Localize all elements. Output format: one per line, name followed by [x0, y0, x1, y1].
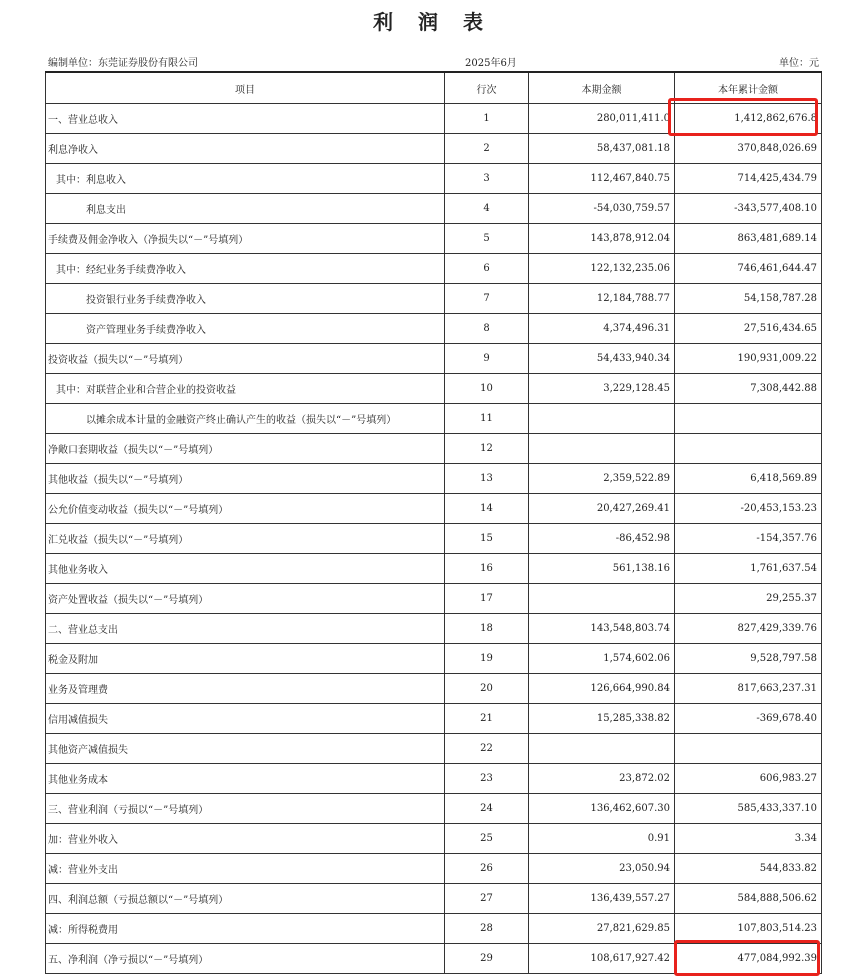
row-line-number: 24	[445, 794, 529, 824]
table-row	[46, 434, 822, 464]
row-item-label: 公允价值变动收益（损失以“－”号填列）	[46, 494, 445, 524]
row-current-amount	[529, 734, 675, 764]
table-row	[46, 824, 822, 854]
row-line-number: 29	[445, 944, 529, 974]
highlight-box-total-revenue-ytd	[668, 98, 818, 136]
row-ytd-amount: 54,158,787.28	[675, 284, 822, 314]
row-item-label: 其中：利息收入	[46, 164, 445, 194]
row-line-number: 21	[445, 704, 529, 734]
row-line-number: 12	[445, 434, 529, 464]
row-item-label: 三、营业利润（亏损以“－”号填列）	[46, 794, 445, 824]
row-line-number: 9	[445, 344, 529, 374]
currency-unit: 单位：元	[779, 58, 819, 69]
row-item-label: 五、净利润（净亏损以“－”号填列）	[46, 944, 445, 974]
row-current-amount: 136,462,607.30	[529, 794, 675, 824]
row-current-amount: 126,664,990.84	[529, 674, 675, 704]
row-item-label: 汇兑收益（损失以“－”号填列）	[46, 524, 445, 554]
row-line-number: 19	[445, 644, 529, 674]
row-item-label: 减：营业外支出	[46, 854, 445, 884]
row-line-number: 10	[445, 374, 529, 404]
column-header-current: 本期金额	[529, 72, 675, 104]
column-header-ytd: 本年累计金额	[675, 72, 822, 104]
row-line-number: 26	[445, 854, 529, 884]
row-current-amount: 54,433,940.34	[529, 344, 675, 374]
row-ytd-amount	[675, 734, 822, 764]
row-ytd-amount: -343,577,408.10	[675, 194, 822, 224]
row-current-amount: 0.91	[529, 824, 675, 854]
table-row	[46, 164, 822, 194]
row-ytd-amount: 3.34	[675, 824, 822, 854]
row-item-label: 减：所得税费用	[46, 914, 445, 944]
table-row	[46, 734, 822, 764]
row-line-number: 16	[445, 554, 529, 584]
row-ytd-amount: -20,453,153.23	[675, 494, 822, 524]
table-row	[46, 644, 822, 674]
row-current-amount: 3,229,128.45	[529, 374, 675, 404]
table-row	[46, 314, 822, 344]
row-line-number: 20	[445, 674, 529, 704]
row-current-amount: 27,821,629.85	[529, 914, 675, 944]
row-item-label: 其中：经纪业务手续费净收入	[46, 254, 445, 284]
row-current-amount: 136,439,557.27	[529, 884, 675, 914]
row-ytd-amount: 817,663,237.31	[675, 674, 822, 704]
row-current-amount: 12,184,788.77	[529, 284, 675, 314]
table-row	[46, 884, 822, 914]
row-ytd-amount: 606,983.27	[675, 764, 822, 794]
table-row	[46, 254, 822, 284]
row-item-label: 其他业务收入	[46, 554, 445, 584]
row-item-label: 资产处置收益（损失以“－”号填列）	[46, 584, 445, 614]
row-ytd-amount: -369,678.40	[675, 704, 822, 734]
row-line-number: 7	[445, 284, 529, 314]
row-ytd-amount: 714,425,434.79	[675, 164, 822, 194]
table-row	[46, 194, 822, 224]
table-row	[46, 914, 822, 944]
table-row	[46, 584, 822, 614]
row-line-number: 18	[445, 614, 529, 644]
row-line-number: 3	[445, 164, 529, 194]
row-item-label: 二、营业总支出	[46, 614, 445, 644]
row-ytd-amount: 370,848,026.69	[675, 134, 822, 164]
income-statement-table	[45, 71, 822, 974]
row-current-amount: 108,617,927.42	[529, 944, 675, 974]
row-current-amount: 15,285,338.82	[529, 704, 675, 734]
row-ytd-amount: 9,528,797.58	[675, 644, 822, 674]
table-row	[46, 614, 822, 644]
table-row	[46, 764, 822, 794]
row-current-amount: 58,437,081.18	[529, 134, 675, 164]
row-ytd-amount: 477,084,992.39	[675, 944, 822, 974]
row-current-amount	[529, 404, 675, 434]
row-item-label: 四、利润总额（亏损总额以“－”号填列）	[46, 884, 445, 914]
row-item-label: 税金及附加	[46, 644, 445, 674]
row-current-amount	[529, 584, 675, 614]
row-ytd-amount: 6,418,569.89	[675, 464, 822, 494]
row-ytd-amount: 827,429,339.76	[675, 614, 822, 644]
table-row	[46, 404, 822, 434]
row-ytd-amount: -154,357.76	[675, 524, 822, 554]
table-row	[46, 704, 822, 734]
row-current-amount: 4,374,496.31	[529, 314, 675, 344]
row-item-label: 利息净收入	[46, 134, 445, 164]
row-line-number: 25	[445, 824, 529, 854]
row-ytd-amount: 746,461,644.47	[675, 254, 822, 284]
table-row	[46, 794, 822, 824]
row-current-amount: 561,138.16	[529, 554, 675, 584]
row-ytd-amount: 585,433,337.10	[675, 794, 822, 824]
row-item-label: 一、营业总收入	[46, 104, 445, 134]
row-ytd-amount: 1,761,637.54	[675, 554, 822, 584]
row-current-amount: -86,452.98	[529, 524, 675, 554]
row-line-number: 14	[445, 494, 529, 524]
row-ytd-amount: 863,481,689.14	[675, 224, 822, 254]
row-line-number: 28	[445, 914, 529, 944]
table-row	[46, 224, 822, 254]
row-current-amount: 20,427,269.41	[529, 494, 675, 524]
row-ytd-amount: 27,516,434.65	[675, 314, 822, 344]
row-item-label: 利息支出	[46, 194, 445, 224]
row-item-label: 资产管理业务手续费净收入	[46, 314, 445, 344]
row-line-number: 23	[445, 764, 529, 794]
row-current-amount: 112,467,840.75	[529, 164, 675, 194]
row-item-label: 其他资产减值损失	[46, 734, 445, 764]
row-ytd-amount: 7,308,442.88	[675, 374, 822, 404]
row-current-amount: 2,359,522.89	[529, 464, 675, 494]
table-row	[46, 674, 822, 704]
row-ytd-amount: 29,255.37	[675, 584, 822, 614]
row-current-amount	[529, 434, 675, 464]
row-item-label: 加：营业外收入	[46, 824, 445, 854]
row-line-number: 22	[445, 734, 529, 764]
row-line-number: 4	[445, 194, 529, 224]
row-current-amount: 280,011,411.0	[529, 104, 675, 134]
row-current-amount: 143,548,803.74	[529, 614, 675, 644]
table-row	[46, 284, 822, 314]
row-item-label: 其他业务成本	[46, 764, 445, 794]
table-row	[46, 554, 822, 584]
row-current-amount: -54,030,759.57	[529, 194, 675, 224]
row-item-label: 业务及管理费	[46, 674, 445, 704]
row-line-number: 13	[445, 464, 529, 494]
row-item-label: 手续费及佣金净收入（净损失以“－”号填列）	[46, 224, 445, 254]
row-line-number: 5	[445, 224, 529, 254]
row-item-label: 其他收益（损失以“－”号填列）	[46, 464, 445, 494]
row-line-number: 27	[445, 884, 529, 914]
row-item-label: 以摊余成本计量的金融资产终止确认产生的收益（损失以“－”号填列）	[46, 404, 445, 434]
row-ytd-amount	[675, 434, 822, 464]
row-item-label: 净敞口套期收益（损失以“－”号填列）	[46, 434, 445, 464]
row-item-label: 其中：对联营企业和合营企业的投资收益	[46, 374, 445, 404]
row-item-label: 投资银行业务手续费净收入	[46, 284, 445, 314]
row-line-number: 6	[445, 254, 529, 284]
row-line-number: 11	[445, 404, 529, 434]
row-line-number: 8	[445, 314, 529, 344]
row-ytd-amount: 544,833.82	[675, 854, 822, 884]
row-line-number: 17	[445, 584, 529, 614]
report-period: 2025年6月	[465, 58, 517, 69]
row-line-number: 1	[445, 104, 529, 134]
row-line-number: 2	[445, 134, 529, 164]
row-current-amount: 1,574,602.06	[529, 644, 675, 674]
row-line-number: 15	[445, 524, 529, 554]
column-header-line: 行次	[445, 72, 529, 104]
table-row	[46, 524, 822, 554]
table-row	[46, 344, 822, 374]
row-current-amount: 23,050.94	[529, 854, 675, 884]
table-row	[46, 494, 822, 524]
table-row	[46, 854, 822, 884]
table-row	[46, 134, 822, 164]
row-ytd-amount: 190,931,009.22	[675, 344, 822, 374]
column-header-item: 项目	[46, 72, 445, 104]
row-current-amount: 122,132,235.06	[529, 254, 675, 284]
row-ytd-amount: 1,412,862,676.8	[675, 104, 822, 134]
table-row	[46, 374, 822, 404]
row-ytd-amount	[675, 404, 822, 434]
row-item-label: 信用减值损失	[46, 704, 445, 734]
page-title: 利 润 表	[373, 10, 492, 34]
highlight-box-net-profit-ytd	[674, 940, 820, 976]
row-ytd-amount: 584,888,506.62	[675, 884, 822, 914]
row-current-amount: 23,872.02	[529, 764, 675, 794]
table-row	[46, 464, 822, 494]
row-current-amount: 143,878,912.04	[529, 224, 675, 254]
row-item-label: 投资收益（损失以“－”号填列）	[46, 344, 445, 374]
row-ytd-amount: 107,803,514.23	[675, 914, 822, 944]
reporting-entity: 编制单位：东莞证券股份有限公司	[48, 58, 198, 69]
